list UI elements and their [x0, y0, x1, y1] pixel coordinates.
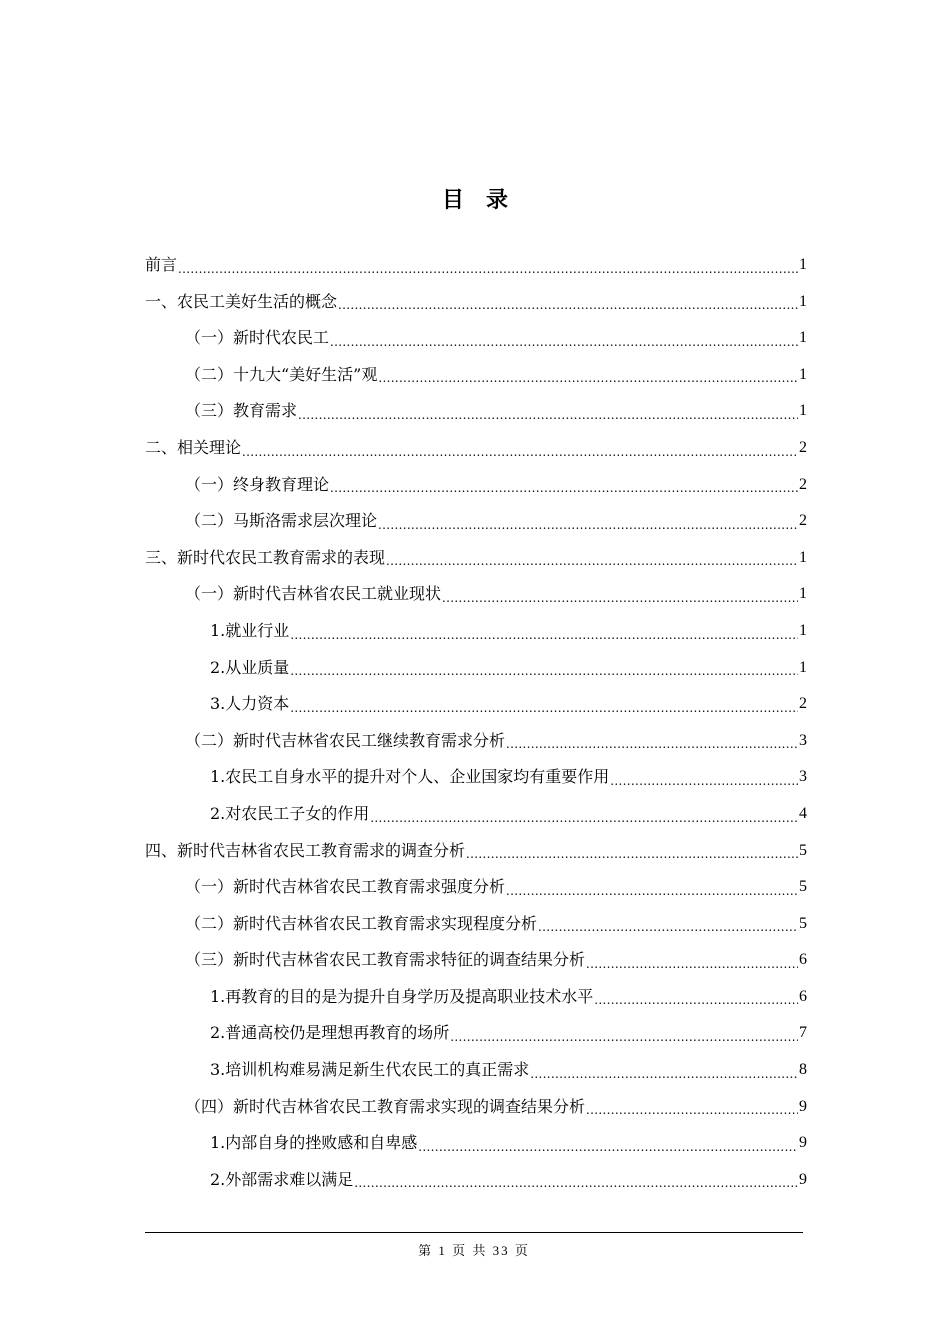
toc-entry-title: （二）马斯洛需求层次理论: [185, 511, 378, 531]
toc-entry[interactable]: [145, 503, 807, 540]
toc-page-number: 2: [799, 512, 807, 530]
toc-dot-leader: [370, 803, 798, 833]
table-of-contents: [145, 247, 807, 1198]
toc-page-number: 3: [799, 731, 807, 749]
toc-dot-leader: [242, 437, 798, 467]
toc-page-number: 1: [799, 621, 807, 639]
toc-page-number: 6: [799, 987, 807, 1005]
toc-entry-title: 1.就业行业: [210, 620, 290, 640]
toc-page-number: 1: [799, 329, 807, 347]
toc-dot-leader: [354, 1168, 798, 1198]
toc-entry[interactable]: [145, 942, 807, 979]
toc-entry[interactable]: [145, 540, 807, 577]
toc-entry-title: 2.对农民工子女的作用: [210, 803, 370, 823]
toc-entry-title: （二）新时代吉林省农民工教育需求实现程度分析: [185, 913, 538, 933]
toc-dot-leader: [506, 729, 798, 759]
toc-entry[interactable]: [145, 796, 807, 833]
toc-entry[interactable]: [145, 1089, 807, 1126]
toc-page-number: 5: [799, 841, 807, 859]
toc-page-number: 2: [799, 438, 807, 456]
toc-page-number: 2: [799, 695, 807, 713]
toc-entry-title: 三、新时代农民工教育需求的表现: [145, 547, 386, 567]
toc-dot-leader: [538, 912, 798, 942]
toc-entry-title: 3.培训机构难易满足新生代农民工的真正需求: [210, 1060, 530, 1080]
toc-page-number: 3: [799, 768, 807, 786]
toc-entry-title: 一、农民工美好生活的概念: [145, 291, 338, 311]
toc-dot-leader: [506, 876, 798, 906]
toc-dot-leader: [378, 510, 798, 540]
toc-entry[interactable]: [145, 979, 807, 1016]
toc-dot-leader: [338, 290, 798, 320]
toc-entry[interactable]: [145, 613, 807, 650]
toc-entry-title: 1.再教育的目的是为提升自身学历及提高职业技术水平: [210, 986, 594, 1006]
toc-page-number: 7: [799, 1024, 807, 1042]
toc-entry-title: 2.从业质量: [210, 657, 290, 677]
toc-entry[interactable]: [145, 467, 807, 504]
toc-dot-leader: [418, 1132, 798, 1162]
toc-entry-title: （二）十九大“美好生活”观: [185, 364, 378, 384]
toc-page-number: 1: [799, 658, 807, 676]
toc-entry-title: （一）新时代吉林省农民工就业现状: [185, 584, 442, 604]
toc-page-number: 1: [799, 548, 807, 566]
toc-entry[interactable]: [145, 833, 807, 870]
toc-entry[interactable]: [145, 430, 807, 467]
toc-entry-title: 1.农民工自身水平的提升对个人、企业国家均有重要作用: [210, 767, 610, 787]
toc-dot-leader: [298, 400, 798, 430]
toc-page-number: 8: [799, 1061, 807, 1079]
toc-entry[interactable]: [145, 357, 807, 394]
toc-dot-leader: [442, 583, 798, 613]
toc-dot-leader: [610, 766, 798, 796]
toc-entry-title: 2.外部需求难以满足: [210, 1169, 354, 1189]
toc-entry-title: （三）新时代吉林省农民工教育需求特征的调查结果分析: [185, 950, 586, 970]
toc-page-number: 1: [799, 402, 807, 420]
toc-page-number: 5: [799, 878, 807, 896]
toc-page-number: 2: [799, 475, 807, 493]
toc-entry-title: 二、相关理论: [145, 437, 242, 457]
toc-page-number: 9: [799, 1134, 807, 1152]
toc-entry[interactable]: [145, 869, 807, 906]
toc-entry-title: （二）新时代吉林省农民工继续教育需求分析: [185, 730, 506, 750]
footer-divider: [145, 1232, 803, 1233]
toc-entry[interactable]: [145, 686, 807, 723]
toc-dot-leader: [178, 254, 798, 284]
toc-entry[interactable]: [145, 320, 807, 357]
toc-entry[interactable]: [145, 723, 807, 760]
toc-page-number: 1: [799, 585, 807, 603]
toc-page-number: 6: [799, 951, 807, 969]
toc-dot-leader: [330, 327, 798, 357]
toc-entry-title: （一）新时代农民工: [185, 328, 330, 348]
toc-dot-leader: [586, 1095, 798, 1125]
toc-entry[interactable]: [145, 393, 807, 430]
toc-dot-leader: [530, 1059, 798, 1089]
toc-entry[interactable]: [145, 247, 807, 284]
toc-entry[interactable]: [145, 576, 807, 613]
toc-entry-title: （四）新时代吉林省农民工教育需求实现的调查结果分析: [185, 1096, 586, 1116]
page-title: 目录: [441, 187, 530, 213]
toc-dot-leader: [466, 839, 798, 869]
toc-dot-leader: [386, 546, 798, 576]
toc-entry[interactable]: [145, 759, 807, 796]
toc-dot-leader: [290, 620, 798, 650]
toc-entry-title: 3.人力资本: [210, 694, 290, 714]
toc-entry-title: 前言: [145, 255, 178, 274]
toc-entry[interactable]: [145, 1125, 807, 1162]
toc-entry-title: （一）终身教育理论: [185, 474, 330, 494]
toc-page-number: 1: [799, 365, 807, 383]
toc-entry-title: （三）教育需求: [185, 401, 298, 421]
toc-entry[interactable]: [145, 1162, 807, 1199]
toc-dot-leader: [586, 949, 798, 979]
toc-entry-title: （一）新时代吉林省农民工教育需求强度分析: [185, 877, 506, 897]
toc-entry[interactable]: [145, 1015, 807, 1052]
toc-page-number: 1: [799, 256, 807, 273]
toc-page-number: 4: [799, 804, 807, 822]
toc-dot-leader: [290, 693, 798, 723]
toc-page-number: 5: [799, 914, 807, 932]
toc-page-number: 9: [799, 1170, 807, 1188]
toc-entry[interactable]: [145, 906, 807, 943]
toc-page-number: 1: [799, 292, 807, 310]
toc-dot-leader: [594, 985, 798, 1015]
page-footer: 第 1 页 共 33 页: [418, 1243, 530, 1258]
toc-entry-title: 1.内部自身的挫败感和自卑感: [210, 1133, 418, 1153]
toc-entry[interactable]: [145, 1052, 807, 1089]
toc-entry[interactable]: [145, 650, 807, 687]
toc-dot-leader: [330, 473, 798, 503]
toc-page-number: 9: [799, 1097, 807, 1115]
toc-entry[interactable]: [145, 284, 807, 321]
toc-dot-leader: [290, 656, 798, 686]
toc-entry-title: 2.普通高校仍是理想再教育的场所: [210, 1023, 450, 1043]
toc-entry-title: 四、新时代吉林省农民工教育需求的调查分析: [145, 840, 466, 860]
toc-dot-leader: [450, 1022, 798, 1052]
toc-dot-leader: [378, 363, 798, 393]
